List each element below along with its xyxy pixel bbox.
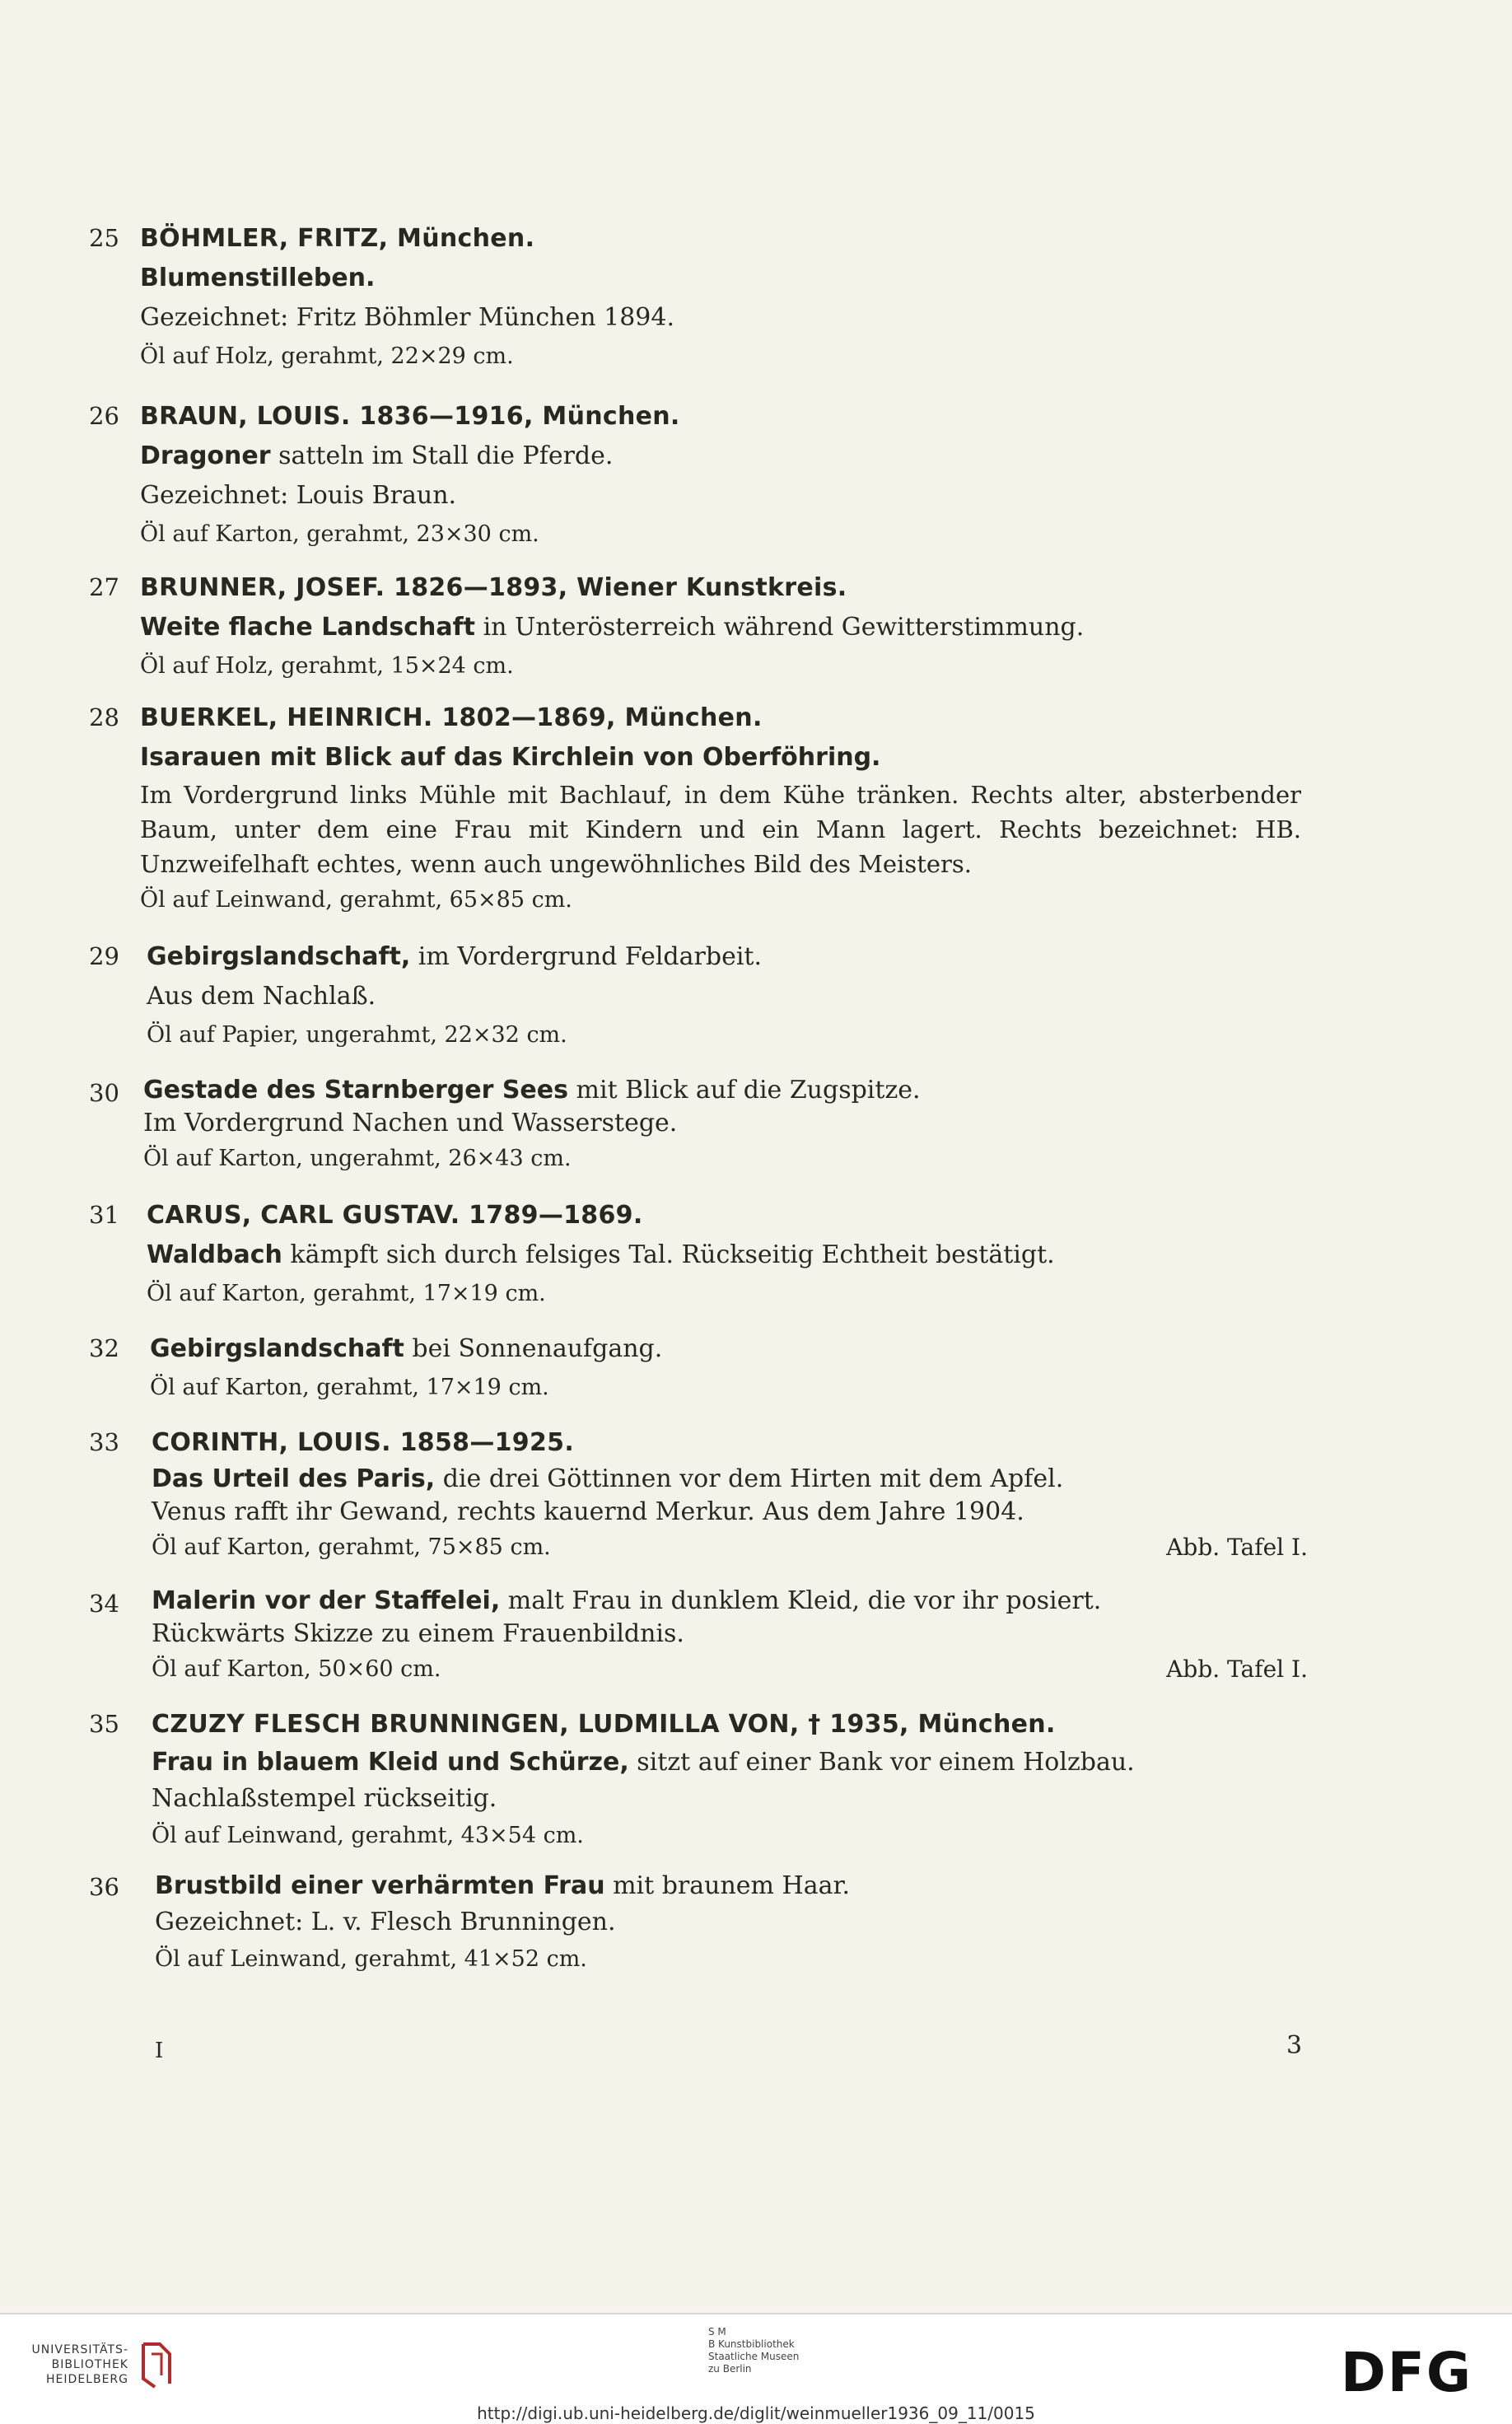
entry-line: Gezeichnet: Fritz Böhmler München 1894.: [140, 303, 674, 332]
medium-line: Öl auf Karton, gerahmt, 17×19 cm.: [150, 1375, 549, 1400]
lot-number: 35: [89, 1710, 119, 1738]
medium-text: Öl auf Karton, gerahmt, 75×85 cm.: [152, 1534, 551, 1560]
lot-number: 31: [89, 1201, 119, 1229]
signature-mark: I: [155, 2039, 164, 2063]
artwork-title-bold: Brustbild einer verhärmten Frau: [155, 1871, 605, 1900]
lot-number: 25: [89, 224, 119, 252]
stamp-line: S M: [708, 2326, 726, 2338]
lot-number: 30: [89, 1079, 119, 1107]
artwork-title-bold: Frau in blauem Kleid und Schürze,: [152, 1748, 629, 1777]
artwork-title-bold: Waldbach: [147, 1240, 282, 1269]
medium-line: Öl auf Leinwand, gerahmt, 65×85 cm.: [140, 887, 572, 913]
artwork-title-rest: satteln im Stall die Pferde.: [270, 441, 614, 470]
artwork-title-bold: Dragoner: [140, 441, 271, 470]
entry-line: Aus dem Nachlaß.: [147, 982, 376, 1011]
university-library-label[interactable]: [21, 2342, 128, 2387]
medium-line: Öl auf Leinwand, gerahmt, 43×54 cm.: [152, 1823, 584, 1848]
artist-heading: BÖHMLER, FRITZ, München.: [140, 224, 535, 253]
medium-line: Öl auf Holz, gerahmt, 22×29 cm.: [140, 343, 514, 369]
artwork-title: [140, 259, 1309, 298]
artwork-title-rest: mit Blick auf die Zugspitze.: [567, 1076, 921, 1105]
medium-line: Öl auf Holz, gerahmt, 15×24 cm.: [140, 653, 514, 679]
description-text: Im Vordergrund links Mühle mit Bachlauf, in dem Kühe tränken. Rechts alter, absterbender Baum, unter dem eine Frau mit Kindern und ein Mann lagert. Rechts bezeichnet: HB. Unzweifelhaft echtes, wenn auch ungewöhnliches Bild des Meisters.: [140, 781, 1301, 878]
artwork-title-rest: in Unterösterreich während Gewitterstimmung.: [475, 613, 1085, 642]
page-number: 3: [1286, 2031, 1303, 2060]
artwork-title: [140, 437, 1309, 476]
plate-reference: Abb. Tafel I.: [1166, 1534, 1308, 1561]
artwork-title-rest: bei Sonnenaufgang.: [404, 1334, 663, 1363]
lot-number: 28: [89, 703, 119, 731]
artwork-title-rest: die drei Göttinnen vor dem Hirten mit dem Apfel.: [435, 1464, 1064, 1493]
artwork-title: [152, 1585, 1308, 1618]
artwork-title: [140, 738, 1301, 778]
medium-line: Öl auf Karton, ungerahmt, 26×43 cm.: [143, 1146, 572, 1171]
artwork-title-bold: Gebirgslandschaft,: [147, 942, 411, 971]
medium-text: Öl auf Karton, 50×60 cm.: [152, 1656, 441, 1682]
permalink-url[interactable]: http://digi.ub.uni-heidelberg.de/diglit/weinmueller1936_09_11/0015: [477, 2403, 1035, 2423]
artwork-title: [143, 1074, 1313, 1107]
artwork-title-rest: sitzt auf einer Bank vor einem Holzbau.: [628, 1748, 1135, 1777]
medium-line: Öl auf Papier, ungerahmt, 22×32 cm.: [147, 1022, 567, 1048]
artwork-title-bold: Malerin vor der Staffelei,: [152, 1586, 501, 1615]
lot-number: 34: [89, 1590, 119, 1618]
artist-heading: CARUS, CARL GUSTAV. 1789—1869.: [147, 1201, 643, 1230]
plate-reference: Abb. Tafel I.: [1166, 1656, 1308, 1683]
stamp-line: zu Berlin: [708, 2363, 752, 2375]
artwork-title: [152, 1744, 1321, 1781]
lot-number: 36: [89, 1873, 119, 1901]
artist-heading: BRAUN, LOUIS. 1836—1916, München.: [140, 402, 680, 431]
artwork-title-bold: Isarauen mit Blick auf das Kirchlein von Oberföhring.: [140, 743, 881, 772]
stamp-line: B Kunstbibliothek: [708, 2338, 795, 2350]
medium-line: Öl auf Karton, gerahmt, 17×19 cm.: [147, 1281, 546, 1306]
artist-heading: BRUNNER, JOSEF. 1826—1893, Wiener Kunstkreis.: [140, 573, 847, 602]
lot-number: 27: [89, 573, 119, 601]
university-line: HEIDELBERG: [46, 2373, 128, 2386]
entry-line: Im Vordergrund Nachen und Wasserstege.: [143, 1109, 678, 1137]
medium-line: [152, 1529, 1308, 1567]
university-line: UNIVERSITÄTS-: [31, 2343, 128, 2356]
artist-heading: CZUZY FLESCH BRUNNINGEN, LUDMILLA VON, † 1935, München.: [152, 1710, 1056, 1739]
artwork-title-rest: malt Frau in dunklem Kleid, die vor ihr posiert.: [500, 1586, 1102, 1615]
entry-line: Venus rafft ihr Gewand, rechts kauernd Merkur. Aus dem Jahre 1904.: [152, 1497, 1024, 1526]
entry-line: Nachlaßstempel rückseitig.: [152, 1784, 497, 1813]
footer-bar: [0, 2313, 1512, 2424]
stamp-line: Staatliche Museen: [708, 2351, 800, 2362]
lot-number: 26: [89, 402, 119, 430]
artwork-title: [152, 1463, 1308, 1496]
university-line: BIBLIOTHEK: [51, 2358, 128, 2371]
artwork-title: [155, 1868, 1324, 1904]
library-stamp: [708, 2326, 799, 2375]
artwork-title: [140, 608, 1309, 647]
artwork-title-bold: Blumenstilleben.: [140, 264, 376, 292]
lot-number: 29: [89, 942, 119, 970]
artwork-title-rest: mit braunem Haar.: [604, 1871, 851, 1900]
artwork-title: [147, 937, 1316, 977]
artwork-title-bold: Weite flache Landschaft: [140, 613, 476, 642]
university-logo-icon[interactable]: [137, 2339, 178, 2389]
entry-line: Gezeichnet: L. v. Flesch Brunningen.: [155, 1908, 616, 1936]
artwork-title: [150, 1329, 1319, 1369]
artwork-title-bold: Das Urteil des Paris,: [152, 1464, 436, 1493]
entry-line: Gezeichnet: Louis Braun.: [140, 481, 457, 510]
artwork-title-rest: im Vordergrund Feldarbeit.: [410, 942, 763, 971]
lot-number: 32: [89, 1334, 119, 1362]
dfg-logo[interactable]: DFG: [1341, 2341, 1473, 2404]
artwork-title-bold: Gestade des Starnberger Sees: [143, 1076, 568, 1105]
entry-line: Rückwärts Skizze zu einem Frauenbildnis.: [152, 1619, 684, 1648]
medium-line: Öl auf Karton, gerahmt, 23×30 cm.: [140, 521, 539, 547]
artist-heading: CORINTH, LOUIS. 1858—1925.: [152, 1428, 575, 1457]
artwork-title-bold: Gebirgslandschaft: [150, 1334, 404, 1363]
lot-number: 33: [89, 1428, 119, 1456]
artwork-title-rest: kämpft sich durch felsiges Tal. Rückseitig Echtheit bestätigt.: [282, 1240, 1055, 1269]
medium-line: Öl auf Leinwand, gerahmt, 41×52 cm.: [155, 1946, 587, 1972]
artwork-title: [147, 1235, 1316, 1275]
medium-line: [152, 1651, 1308, 1688]
artist-heading: BUERKEL, HEINRICH. 1802—1869, München.: [140, 703, 763, 732]
